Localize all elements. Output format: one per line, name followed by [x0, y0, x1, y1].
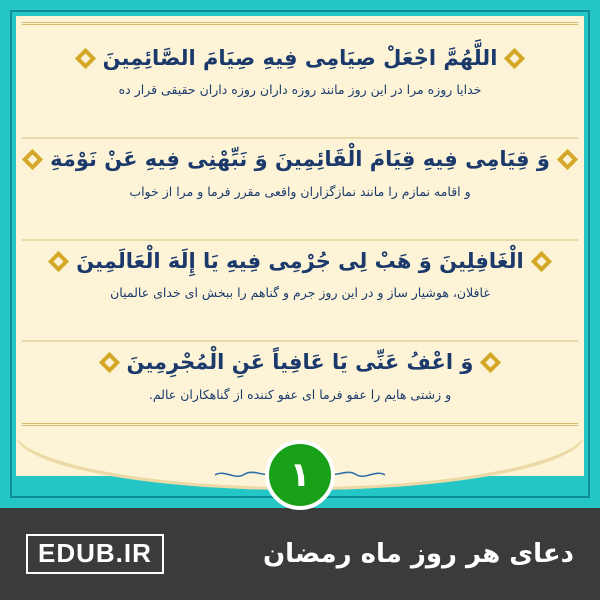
diamond-ornament-icon: [531, 251, 552, 272]
arabic-text: وَ اعْفُ عَنِّى يَا عَافِياً عَنِ الْمُجْرِمِينَ: [126, 350, 474, 375]
arabic-line-row: [22, 143, 578, 177]
arabic-text: اللَّهُمَّ اجْعَلْ صِيَامِى فِيهِ صِيَامَ الصَّائِمِينَ: [102, 45, 498, 70]
day-number-text: ۱: [289, 455, 311, 495]
diamond-ornament-icon: [504, 48, 525, 69]
farsi-translation: و اقامه نمازم را مانند نمازگزاران واقعی مقرر فرما و مرا از خواب: [129, 183, 471, 199]
day-number-badge: [265, 440, 335, 510]
verse-block: [22, 137, 578, 207]
badge-left-flourish-icon: [213, 468, 273, 482]
arabic-line-row: [22, 245, 578, 279]
footer-title: دعای هر روز ماه رمضان: [262, 539, 574, 569]
footer-bar: [0, 508, 600, 600]
diamond-ornament-icon: [98, 352, 119, 373]
verse-block: [22, 239, 578, 309]
arabic-text: الْغَافِلِينَ وَ هَبْ لِى جُرْمِى فِيهِ يَا إِلَهَ الْعَالَمِينَ: [76, 248, 524, 273]
diamond-ornament-icon: [75, 48, 96, 69]
arabic-text: وَ قِيَامِى فِيهِ قِيَامَ الْقَائِمِينَ وَ نَبِّهْنِى فِيهِ عَنْ نَوْمَةِ: [50, 147, 550, 172]
badge-right-flourish-icon: [327, 468, 387, 482]
diamond-ornament-icon: [557, 149, 578, 170]
diamond-ornament-icon: [22, 149, 43, 170]
diamond-ornament-icon: [48, 251, 69, 272]
farsi-translation: خدایا روزه مرا در این روز مانند روزه داران روزه داران حقیقی قرار ده: [118, 82, 482, 98]
site-logo-text: EDUB.IR: [38, 538, 152, 568]
farsi-translation: و زشتی هایم را عفو فرما ای عفو کننده از گناهکاران عالم.: [148, 386, 452, 402]
arabic-line-row: [22, 346, 578, 380]
diamond-ornament-icon: [480, 352, 501, 373]
farsi-translation: غافلان، هوشیار ساز و در این روز جرم و گناهم را ببخش ای خدای عالمیان: [110, 285, 490, 301]
arabic-line-row: [22, 42, 578, 76]
verse-block: [22, 38, 578, 106]
verses-container: [22, 22, 578, 426]
site-logo[interactable]: [26, 534, 164, 574]
verse-block: [22, 340, 578, 410]
